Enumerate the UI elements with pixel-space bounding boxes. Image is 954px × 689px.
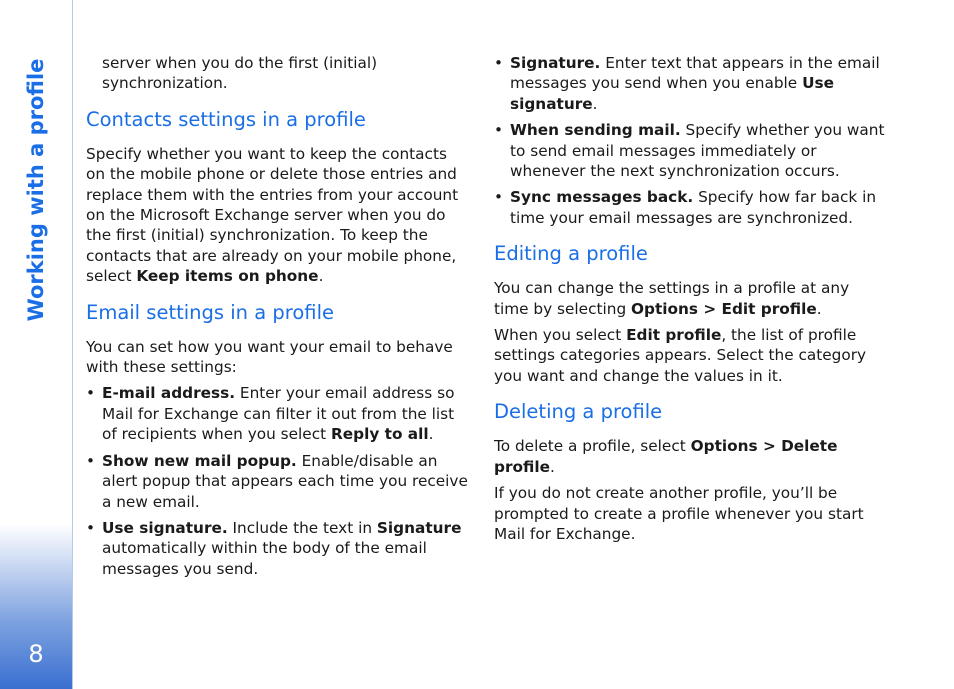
list-item: • Sync messages back. Specify how far back in time your email messages are synchronized. xyxy=(494,188,877,227)
deleting-paragraph-2: If you do not create another profile, you’ll be prompted to create a profile whenever you start Mail for Exchange. xyxy=(494,484,864,543)
page-number: 8 xyxy=(28,640,44,668)
email-settings-list-continued xyxy=(494,53,886,228)
editing-paragraph-2: When you select Edit profile, the list of profile settings categories appears. Select the category you want and change the values in it. xyxy=(494,326,867,385)
contacts-paragraph: Specify whether you want to keep the contacts on the mobile phone or delete those entries and replace them with the entries from your account on the Microsoft Exchange server when you do the first (initial) synchronization. To keep the contacts that are already on your mobile phone, select Keep items on phone. xyxy=(86,144,459,286)
list-item: • When sending mail. Specify whether you want to send email messages immediately or whenever the next synchronization occurs. xyxy=(494,121,885,181)
deleting-paragraph-1: To delete a profile, select Options > Delete profile. xyxy=(494,437,838,476)
left-column xyxy=(86,53,470,585)
list-item: • Show new mail popup. Enable/disable an alert popup that appears each time you receive a new email. xyxy=(86,451,468,511)
editing-paragraph-1: You can change the settings in a profile at any time by selecting Options > Edit profile. xyxy=(494,279,850,318)
email-paragraph: You can set how you want your email to behave with these settings: xyxy=(86,337,453,377)
heading-contacts-settings: Contacts settings in a profile xyxy=(86,107,366,131)
sidebar xyxy=(0,0,73,689)
list-item: • Signature. Enter text that appears in the email messages you send when you enable Use signature. xyxy=(494,54,880,113)
right-column xyxy=(494,53,886,550)
heading-editing-profile: Editing a profile xyxy=(494,242,648,266)
heading-email-settings: Email settings in a profile xyxy=(86,300,334,324)
email-settings-list xyxy=(86,383,470,579)
intro-paragraph: server when you do the first (initial) synchronization. xyxy=(102,54,378,93)
list-item: • E-mail address. Enter your email address so Mail for Exchange can filter it out from the list of recipients when you select Reply to all. xyxy=(86,384,455,444)
list-item: • Use signature. Include the text in Signature automatically within the body of the email messages you send. xyxy=(86,518,462,578)
heading-deleting-profile: Deleting a profile xyxy=(494,400,663,424)
section-title: Working with a profile xyxy=(24,58,48,322)
